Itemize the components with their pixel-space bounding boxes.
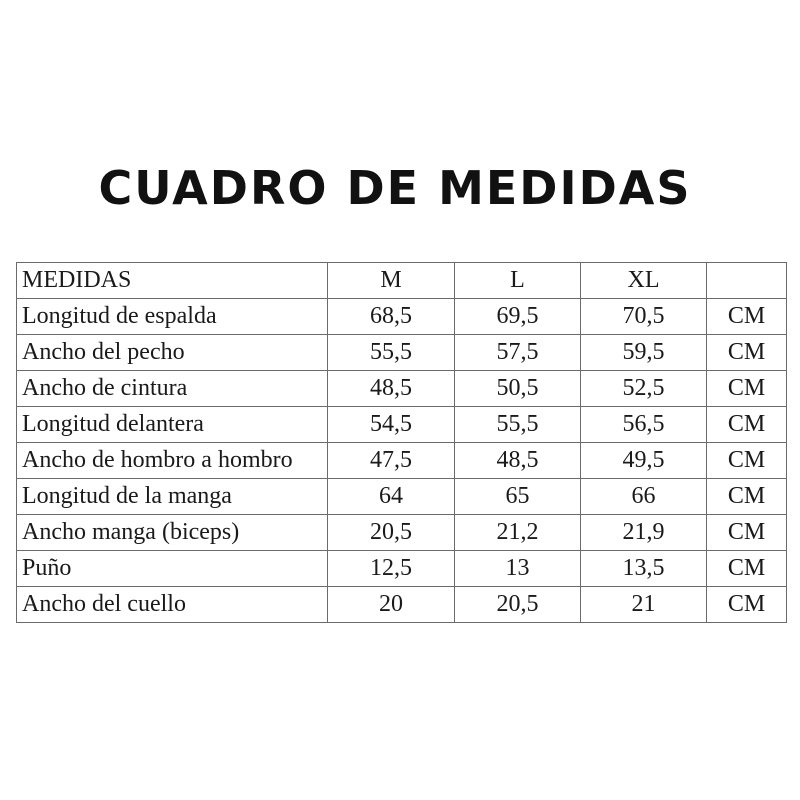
- unit-label: CM: [707, 335, 787, 371]
- row-label: Longitud delantera: [17, 407, 328, 443]
- header-size-xl: XL: [581, 263, 707, 299]
- table-row: [17, 551, 787, 587]
- value-xl: 13,5: [581, 551, 707, 587]
- value-l: 50,5: [455, 371, 581, 407]
- value-xl: 21: [581, 587, 707, 623]
- value-m: 47,5: [328, 443, 455, 479]
- value-l: 13: [455, 551, 581, 587]
- table-row: [17, 443, 787, 479]
- row-label: Ancho manga (biceps): [17, 515, 328, 551]
- row-label: Ancho del cuello: [17, 587, 328, 623]
- unit-label: CM: [707, 407, 787, 443]
- row-label: Longitud de la manga: [17, 479, 328, 515]
- table-row: [17, 407, 787, 443]
- table-row: [17, 587, 787, 623]
- unit-label: CM: [707, 551, 787, 587]
- header-size-m: M: [328, 263, 455, 299]
- value-xl: 21,9: [581, 515, 707, 551]
- value-xl: 56,5: [581, 407, 707, 443]
- table-row: [17, 299, 787, 335]
- row-label: Puño: [17, 551, 328, 587]
- unit-label: CM: [707, 299, 787, 335]
- value-m: 54,5: [328, 407, 455, 443]
- value-xl: 70,5: [581, 299, 707, 335]
- row-label: Ancho de hombro a hombro: [17, 443, 328, 479]
- value-xl: 49,5: [581, 443, 707, 479]
- value-m: 20,5: [328, 515, 455, 551]
- table-row: [17, 371, 787, 407]
- value-m: 12,5: [328, 551, 455, 587]
- unit-label: CM: [707, 515, 787, 551]
- header-measurements: MEDIDAS: [17, 263, 328, 299]
- value-l: 57,5: [455, 335, 581, 371]
- table-row: [17, 515, 787, 551]
- unit-label: CM: [707, 479, 787, 515]
- value-l: 55,5: [455, 407, 581, 443]
- value-m: 64: [328, 479, 455, 515]
- value-m: 20: [328, 587, 455, 623]
- value-l: 65: [455, 479, 581, 515]
- value-m: 48,5: [328, 371, 455, 407]
- value-l: 69,5: [455, 299, 581, 335]
- header-size-l: L: [455, 263, 581, 299]
- row-label: Ancho del pecho: [17, 335, 328, 371]
- unit-label: CM: [707, 587, 787, 623]
- value-l: 48,5: [455, 443, 581, 479]
- row-label: Ancho de cintura: [17, 371, 328, 407]
- value-m: 55,5: [328, 335, 455, 371]
- value-l: 20,5: [455, 587, 581, 623]
- unit-label: CM: [707, 443, 787, 479]
- value-xl: 66: [581, 479, 707, 515]
- unit-label: CM: [707, 371, 787, 407]
- header-unit: [707, 263, 787, 299]
- value-xl: 59,5: [581, 335, 707, 371]
- table-row: [17, 479, 787, 515]
- table-header-row: [17, 263, 787, 299]
- page-title: CUADRO DE MEDIDAS: [98, 161, 692, 215]
- row-label: Longitud de espalda: [17, 299, 328, 335]
- size-chart-table: [16, 262, 787, 623]
- table-row: [17, 335, 787, 371]
- value-m: 68,5: [328, 299, 455, 335]
- value-l: 21,2: [455, 515, 581, 551]
- value-xl: 52,5: [581, 371, 707, 407]
